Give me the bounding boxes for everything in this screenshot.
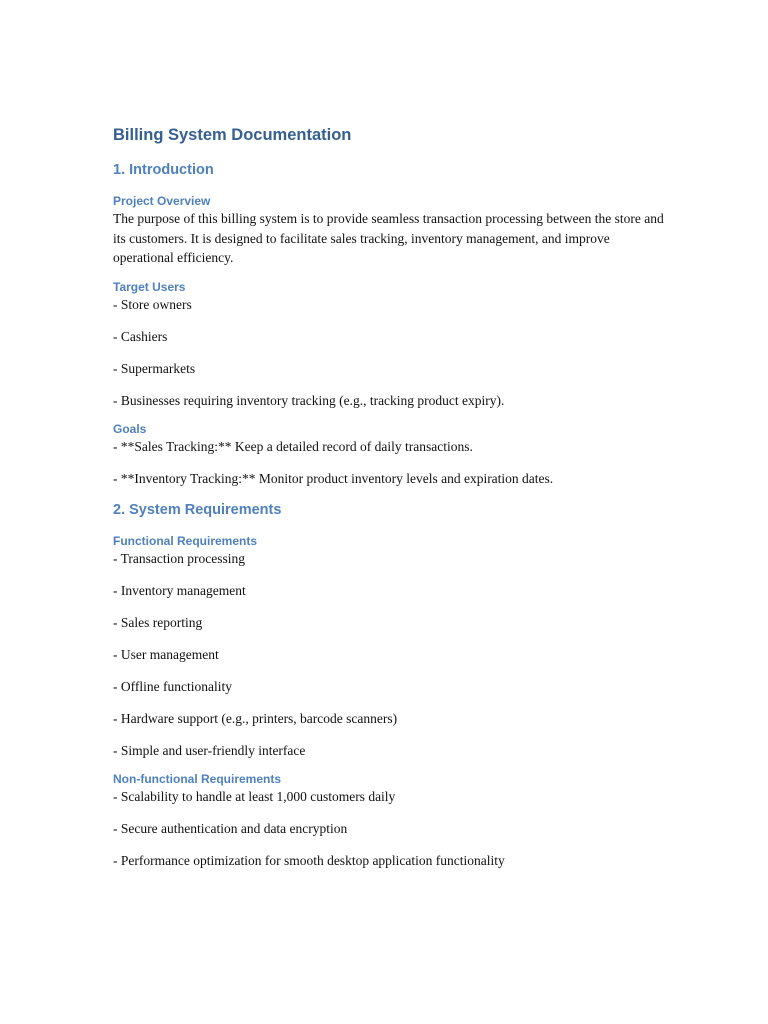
list-item: - Scalability to handle at least 1,000 customers daily [113,789,396,804]
subsection-heading-non-functional-requirements: Non-functional Requirements [113,772,282,786]
list-item: - Businesses requiring inventory tracking (e.g., tracking product expiry). [113,392,505,408]
document-title: Billing System Documentation [113,126,352,144]
list-item: - Store owners [113,296,192,312]
section-heading-introduction: 1. Introduction [113,162,214,178]
subsection-target-users [113,279,668,411]
list-item: - Inventory management [113,582,246,598]
subsection-heading-functional-requirements: Functional Requirements [113,533,258,548]
list-item: - Sales reporting [113,614,203,630]
list-item: - Simple and user-friendly interface [113,742,306,758]
list-item: - Hardware support (e.g., printers, barcode scanners) [113,710,398,726]
subsection-goals [113,421,668,489]
subsection-functional-requirements [113,533,668,761]
section-introduction [113,160,668,489]
subsection-project-overview [113,193,668,268]
section-system-requirements [113,500,668,871]
subsection-heading-project-overview: Project Overview [113,194,211,208]
subsection-non-functional-requirements [113,771,668,871]
list-item: - Cashiers [113,328,168,344]
section-heading-system-requirements: 2. System Requirements [113,501,282,518]
list-item: - Performance optimization for smooth desktop application functionality [113,853,505,868]
list-item: - **Sales Tracking:** Keep a detailed record of daily transactions. [113,439,473,454]
subsection-heading-goals: Goals [113,422,147,436]
subsection-heading-target-users: Target Users [113,279,186,294]
list-item: - Secure authentication and data encryption [113,821,348,836]
list-item: - Supermarkets [113,360,196,376]
list-item: - **Inventory Tracking:** Monitor product inventory levels and expiration dates. [113,471,554,486]
list-item: - User management [113,646,219,662]
list-item: - Offline functionality [113,678,232,694]
list-item: - Transaction processing [113,550,245,566]
project-overview-paragraph: The purpose of this billing system is to provide seamless transaction processing between the store and its customers. It is designed to facilitate sales tracking, inventory management, and improve operational efficiency. [113,211,664,265]
